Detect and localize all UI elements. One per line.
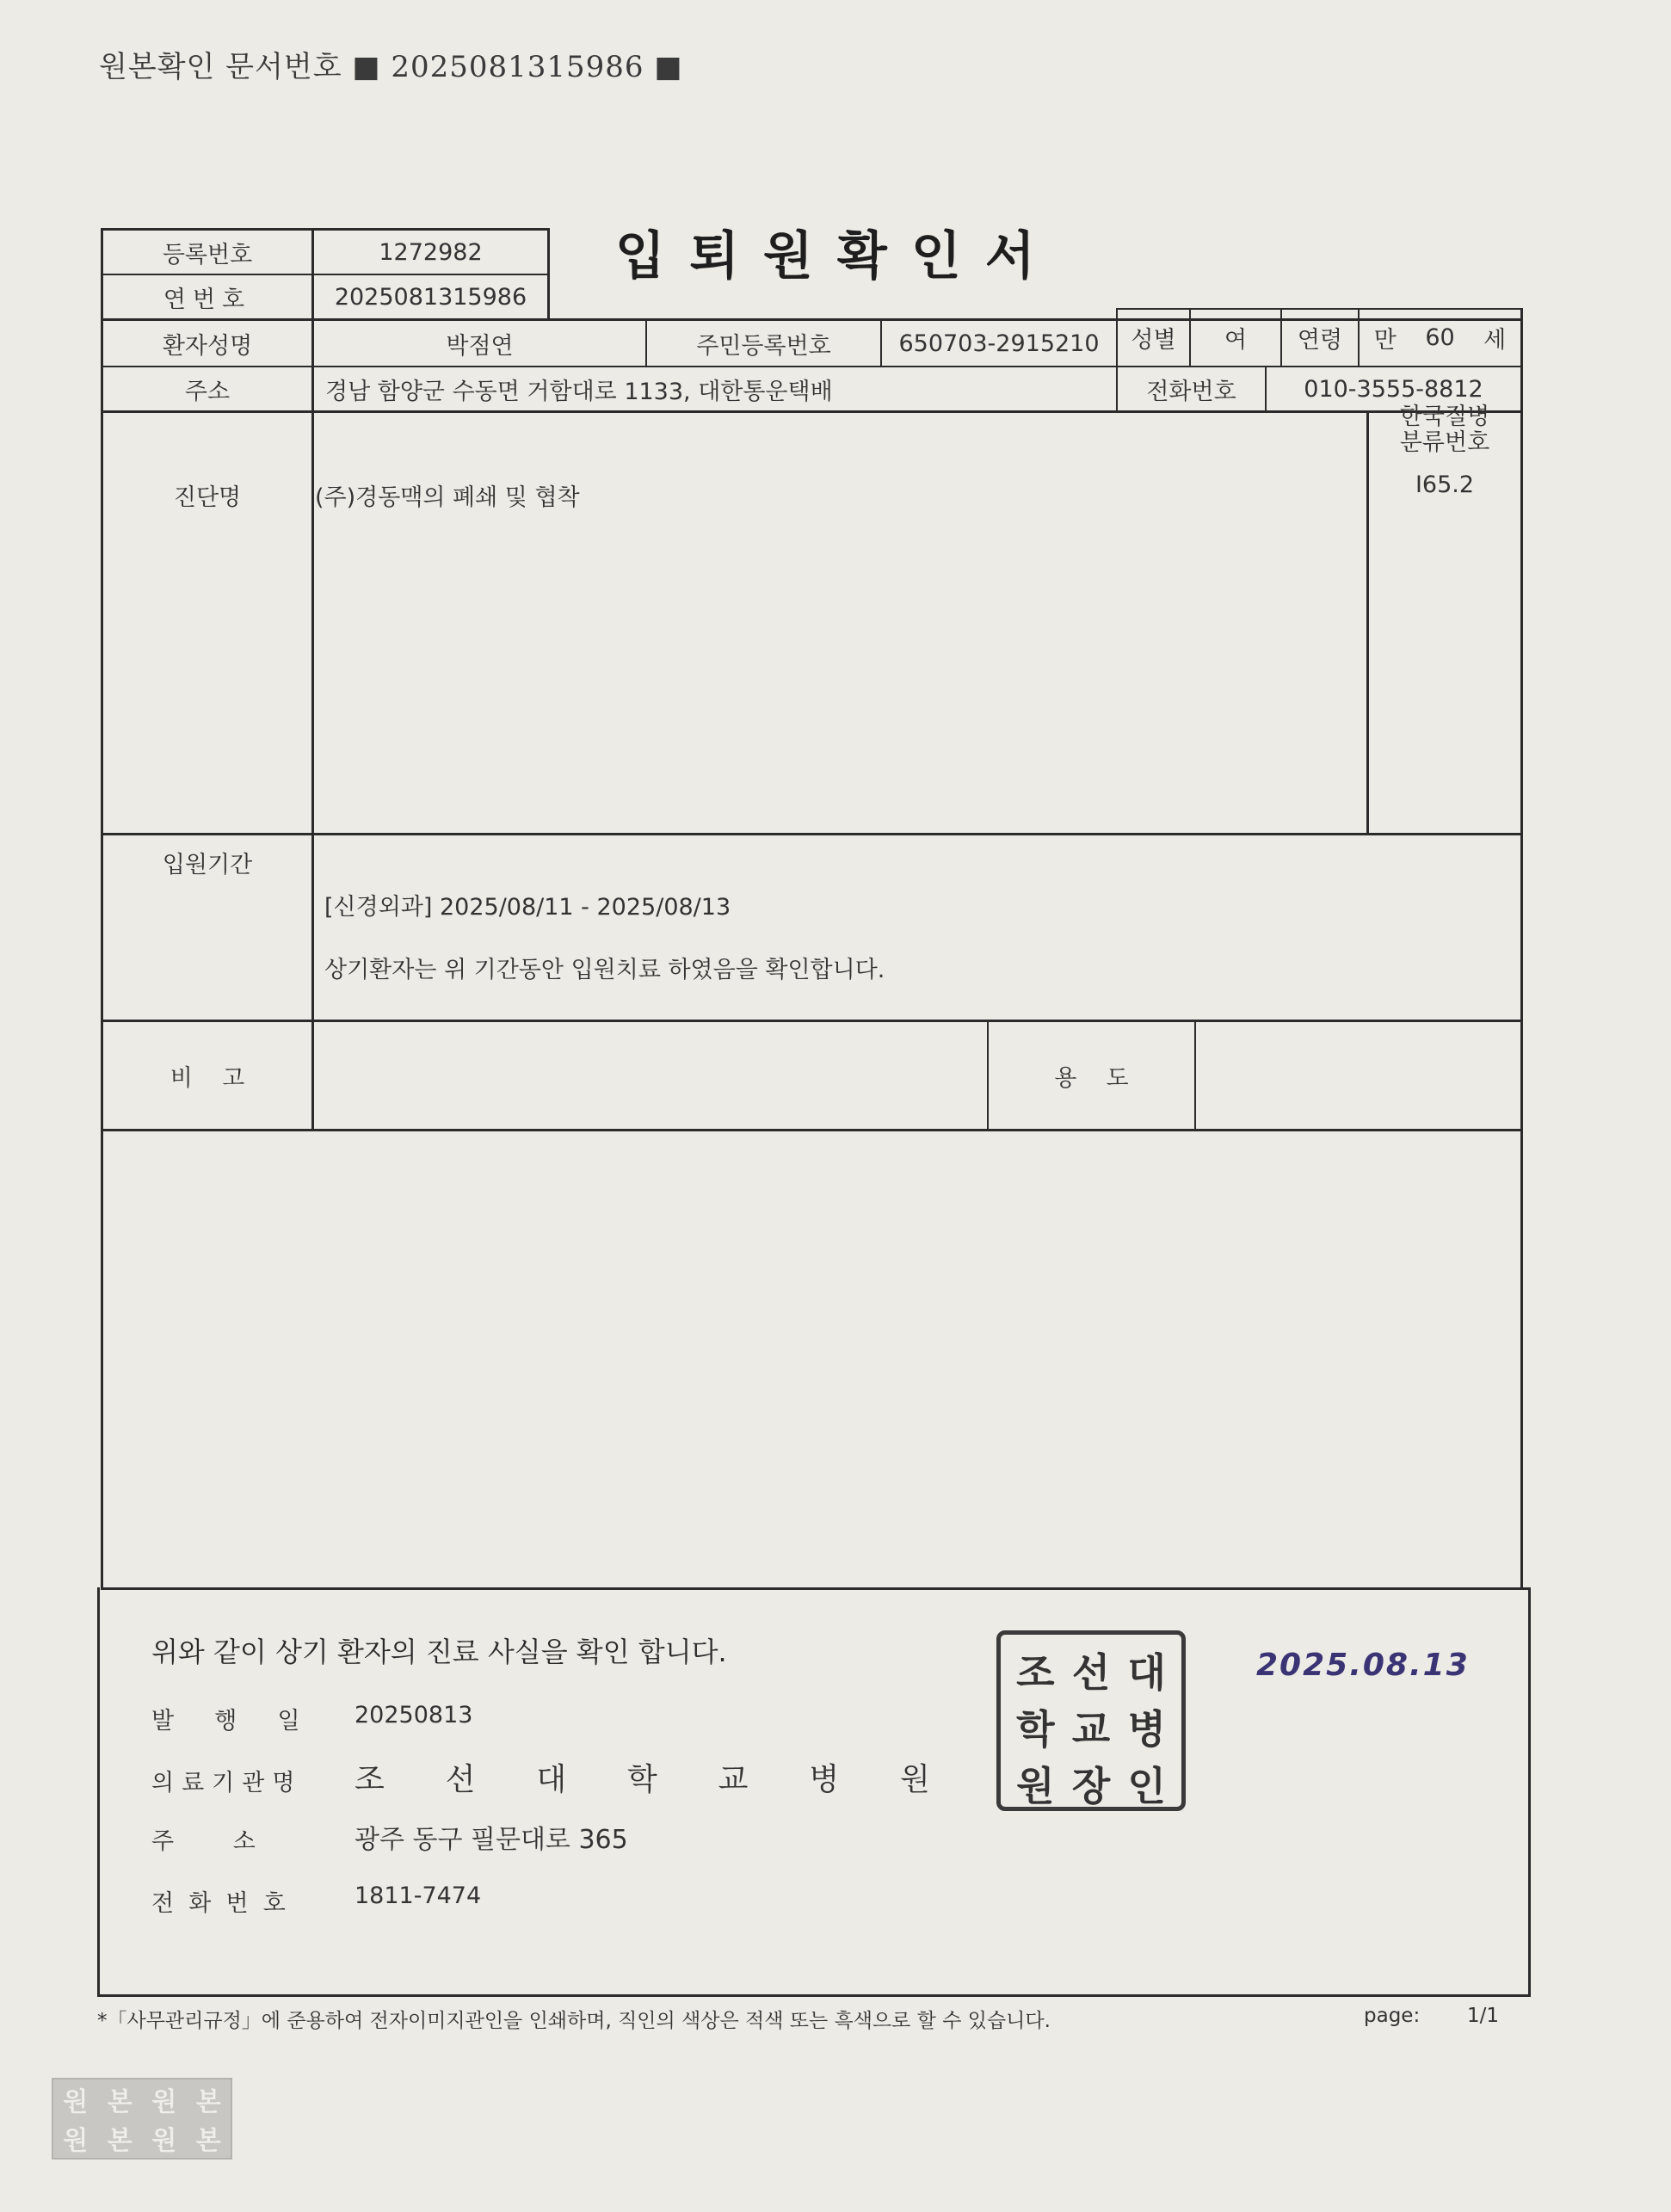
rrn-label: 주민등록번호 [696, 332, 831, 360]
patient-name-label: 환자성명 [162, 332, 253, 360]
watermark-char: 본 [107, 2086, 133, 2117]
watermark-char: 원 [63, 2086, 89, 2117]
seal-char: 병 [1127, 1706, 1166, 1753]
tel-label: 전 화 번 호 [151, 1890, 286, 1917]
diagnosis-label: 진단명 [173, 484, 242, 511]
watermark-char: 본 [107, 2126, 133, 2157]
kcd-label-line1: 한국질병 [1399, 404, 1490, 430]
page-label: page: [1364, 2005, 1421, 2027]
header-doc-number: 2025081315986 [391, 50, 644, 84]
institution-label: 의료기관명 [151, 1770, 303, 1796]
issue-date-value: 20250813 [355, 1702, 473, 1728]
serial-label: 연번호 [163, 286, 252, 313]
phone-value: 010-3555-8812 [1304, 375, 1483, 403]
watermark-char: 원 [151, 2086, 177, 2117]
serial-value: 2025081315986 [334, 283, 527, 311]
age-label: 연령 [1297, 327, 1343, 354]
sex-label: 성별 [1131, 327, 1176, 354]
original-doc-header [99, 43, 682, 85]
seal-char: 조 [1016, 1649, 1055, 1696]
marker-icon: ■ [352, 50, 381, 84]
inst-address-value: 광주 동구 필문대로 365 [355, 1825, 628, 1855]
seal-char: 학 [1016, 1706, 1055, 1753]
age-number: 60 [1425, 324, 1455, 351]
kcd-code: I65.2 [1415, 471, 1475, 498]
diagnosis-value: (주)경동맥의 폐쇄 및 협착 [315, 484, 580, 511]
kcd-label-line2: 분류번호 [1399, 429, 1490, 456]
patient-name-value: 박점연 [446, 332, 514, 360]
kcd-label [1369, 404, 1520, 456]
watermark-char: 원 [151, 2126, 177, 2157]
watermark-char: 본 [195, 2086, 221, 2117]
certification-statement: 위와 같이 상기 환자의 진료 사실을 확인 합니다. [151, 1636, 727, 1668]
watermark-char: 본 [195, 2126, 221, 2157]
seal-char: 장 [1071, 1763, 1111, 1809]
date-stamp: 2025.08.13 [1256, 1648, 1470, 1683]
sex-value: 여 [1224, 327, 1248, 354]
age-prefix: 만 [1373, 327, 1397, 354]
header-label: 원본확인 문서번호 [99, 50, 342, 84]
page-number: 1/1 [1467, 2005, 1500, 2027]
period-statement: 상기환자는 위 기간동안 입원치료 하였음을 확인합니다. [324, 957, 885, 983]
age-suffix: 세 [1483, 327, 1507, 354]
rrn-value: 650703-2915210 [898, 330, 1100, 357]
remarks-label: 비 고 [170, 1064, 245, 1092]
marker-icon: ■ [654, 50, 683, 84]
period-label: 입원기간 [162, 852, 253, 878]
watermark-char: 원 [63, 2126, 89, 2157]
tel-value: 1811-7474 [355, 1882, 482, 1909]
hospital-seal-stamp [996, 1630, 1186, 1811]
reg-no-value: 1272982 [379, 238, 483, 266]
period-value: [신경외과] 2025/08/11 - 2025/08/13 [324, 894, 731, 921]
seal-char: 인 [1127, 1763, 1166, 1809]
footer-note: *「사무관리규정」에 준용하여 전자이미지관인을 인쇄하며, 직인의 색상은 적색 또는 흑색으로 할 수 있습니다. [97, 2010, 1051, 2032]
institution-value: 조 선 대 학 교 병 원 [355, 1762, 944, 1797]
age-value [1360, 310, 1520, 366]
issue-date-label: 발 행 일 [151, 1708, 309, 1734]
inst-address-label: 주 소 [151, 1828, 256, 1855]
address-value: 경남 함양군 수동면 거함대로 1133, 대한통운택배 [325, 378, 833, 405]
seal-char: 교 [1071, 1706, 1111, 1753]
seal-char: 원 [1016, 1763, 1055, 1809]
original-watermark [52, 2078, 232, 2160]
reg-no-label: 등록번호 [162, 241, 253, 268]
address-label: 주소 [184, 378, 231, 405]
document-title: 입퇴원확인서 [615, 226, 1059, 287]
seal-char: 선 [1071, 1649, 1111, 1696]
seal-char: 대 [1127, 1649, 1166, 1696]
purpose-label: 용 도 [1054, 1064, 1129, 1092]
phone-label: 전화번호 [1146, 378, 1236, 405]
